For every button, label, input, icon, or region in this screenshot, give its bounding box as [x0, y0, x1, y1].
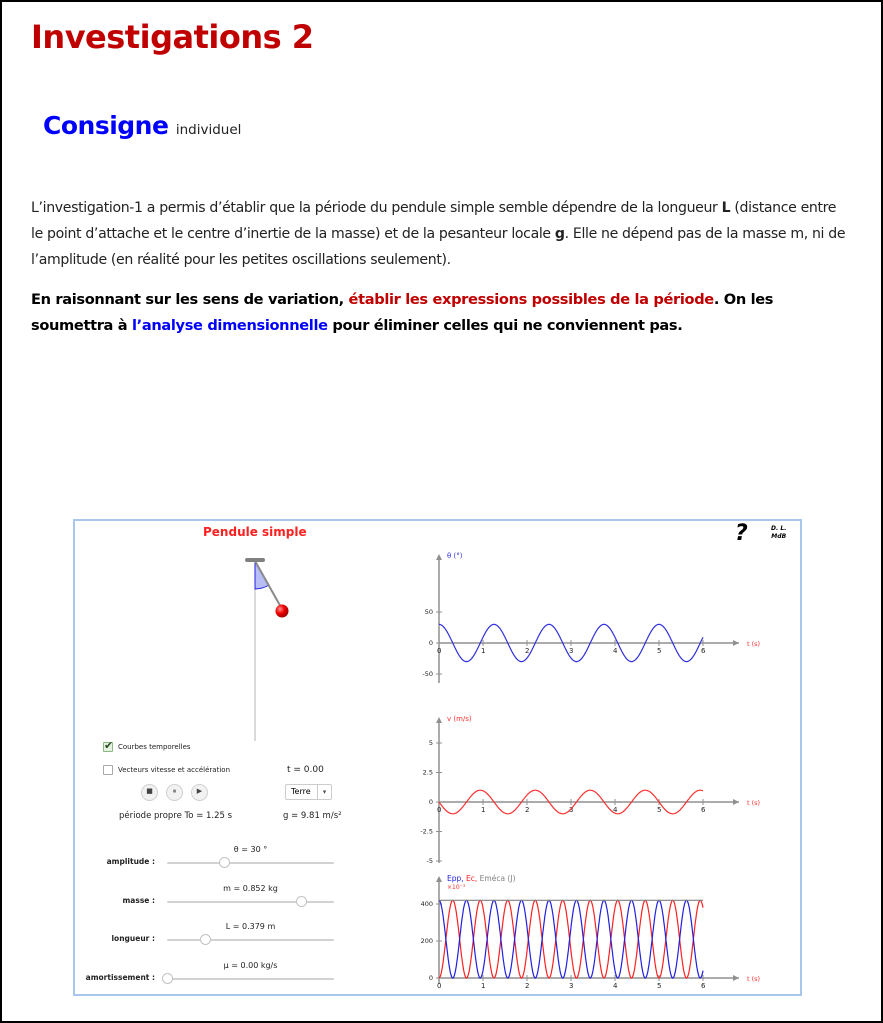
intro-paragraph	[31, 195, 851, 273]
g-display: g = 9.81 m/s²	[283, 811, 342, 821]
slider-value: m = 0.852 kg	[223, 884, 278, 893]
play-icon: ▶	[196, 787, 203, 795]
pause-icon: ⏸	[172, 787, 177, 795]
svg-text:1: 1	[481, 647, 486, 655]
slider-value: θ = 30 °	[233, 845, 268, 854]
svg-text:50: 50	[424, 608, 433, 616]
svg-text:0: 0	[437, 806, 442, 814]
slider-label: masse :	[122, 896, 155, 905]
consigne-label: Consigne	[43, 111, 169, 140]
svg-text:6: 6	[701, 647, 706, 655]
svg-text:5: 5	[428, 739, 433, 747]
svg-text:v (m/s): v (m/s)	[447, 715, 472, 723]
svg-text:0: 0	[437, 647, 442, 655]
consigne-heading	[43, 111, 241, 140]
slider-thumb[interactable]	[162, 973, 173, 984]
svg-text:4: 4	[613, 806, 618, 814]
text: (distance entre le point d’attache et le centre d’inertie de la masse) et de la pesanteur locale	[31, 200, 837, 242]
slider-track[interactable]	[167, 978, 334, 980]
pivot-support-icon	[245, 558, 265, 562]
simulation-title: Pendule simple	[203, 525, 307, 539]
svg-text:3: 3	[569, 982, 574, 990]
slider-thumb[interactable]	[200, 934, 211, 945]
stop-button[interactable]	[141, 784, 158, 801]
consigne-subtitle: individuel	[175, 122, 242, 138]
play-button[interactable]	[191, 784, 208, 801]
svg-text:3: 3	[569, 647, 574, 655]
svg-text:2: 2	[525, 806, 530, 814]
planet-select[interactable]	[285, 784, 332, 800]
period-display: période propre To = 1.25 s	[119, 811, 233, 821]
checkbox-label: Courbes temporelles	[118, 743, 191, 751]
checkbox-vecteurs[interactable]	[103, 765, 113, 775]
slider-label: amplitude :	[106, 857, 155, 866]
svg-text:2: 2	[525, 982, 530, 990]
svg-text:1: 1	[481, 982, 486, 990]
svg-text:-2.5: -2.5	[420, 827, 433, 836]
slider-label: amortissement :	[85, 973, 155, 982]
svg-text:Epp, Ec, Eméca (J): Epp, Ec, Eméca (J)	[447, 874, 516, 883]
help-icon[interactable]: ?	[735, 521, 748, 546]
text: . Elle ne dépend pas de la masse m, ni de l’amplitude (en réalité pour les petites oscillations seulement).	[31, 226, 846, 268]
svg-text:×10⁻³: ×10⁻³	[447, 884, 466, 891]
slider-thumb[interactable]	[219, 857, 230, 868]
text: . On les soumettra à	[31, 291, 774, 334]
highlight-red: établir les expressions possibles de la période	[348, 291, 714, 308]
L-symbol: L	[721, 200, 731, 216]
svg-text:0: 0	[428, 974, 433, 982]
svg-text:t (s): t (s)	[747, 975, 761, 983]
g-symbol: g	[554, 226, 565, 242]
slider-value: μ = 0.00 kg/s	[223, 961, 278, 970]
chevron-down-icon: ▾	[317, 785, 331, 799]
svg-text:θ (°): θ (°)	[447, 552, 463, 560]
svg-text:4: 4	[613, 982, 618, 990]
slider-thumb[interactable]	[296, 896, 307, 907]
svg-text:6: 6	[701, 982, 706, 990]
svg-text:-50: -50	[422, 670, 433, 678]
pendulum-simulation	[73, 519, 802, 996]
svg-text:t (s): t (s)	[747, 799, 761, 807]
page-title: Investigations 2	[31, 18, 314, 56]
checkbox-courbes-temporelles[interactable]	[103, 742, 113, 752]
svg-text:4: 4	[613, 647, 618, 655]
pause-button[interactable]	[166, 784, 183, 801]
svg-text:3: 3	[569, 806, 574, 814]
checkbox-label: Vecteurs vitesse et accélération	[118, 766, 230, 774]
highlight-blue: l’analyse dimensionnelle	[132, 317, 328, 334]
svg-text:0: 0	[437, 982, 442, 990]
planet-select-value: Terre	[291, 787, 311, 796]
pendulum-canvas	[75, 521, 415, 751]
pendulum-bob-icon[interactable]	[276, 605, 289, 618]
text: pour éliminer celles qui ne conviennent pas.	[327, 317, 683, 334]
slider-track[interactable]	[167, 939, 334, 941]
svg-text:0: 0	[428, 798, 433, 806]
instruction-paragraph	[31, 287, 851, 339]
svg-text:400: 400	[420, 900, 433, 908]
time-charts	[415, 521, 805, 996]
credit-line1: D. L.	[771, 525, 787, 532]
slider-value: L = 0.379 m	[225, 922, 276, 931]
svg-text:6: 6	[701, 806, 706, 814]
time-display: t = 0.00	[287, 765, 324, 775]
svg-text:2: 2	[525, 647, 530, 655]
svg-text:t (s): t (s)	[747, 640, 761, 648]
text: L’investigation-1 a permis d’établir que la période du pendule simple semble dépendre de la longueur	[31, 200, 722, 216]
svg-text:5: 5	[657, 647, 662, 655]
text: En raisonnant sur les sens de variation,	[31, 291, 349, 308]
slider-label: longueur :	[111, 934, 155, 943]
svg-text:1: 1	[481, 806, 486, 814]
svg-text:5: 5	[657, 806, 662, 814]
slider-track[interactable]	[167, 901, 334, 903]
svg-text:2.5: 2.5	[422, 768, 433, 777]
svg-text:-5: -5	[426, 857, 433, 865]
stop-icon: ■	[146, 787, 153, 795]
credit-line2: MdB	[771, 533, 787, 540]
svg-text:0: 0	[428, 639, 433, 647]
svg-text:5: 5	[657, 982, 662, 990]
svg-text:200: 200	[420, 937, 433, 945]
slider-track[interactable]	[167, 862, 334, 864]
